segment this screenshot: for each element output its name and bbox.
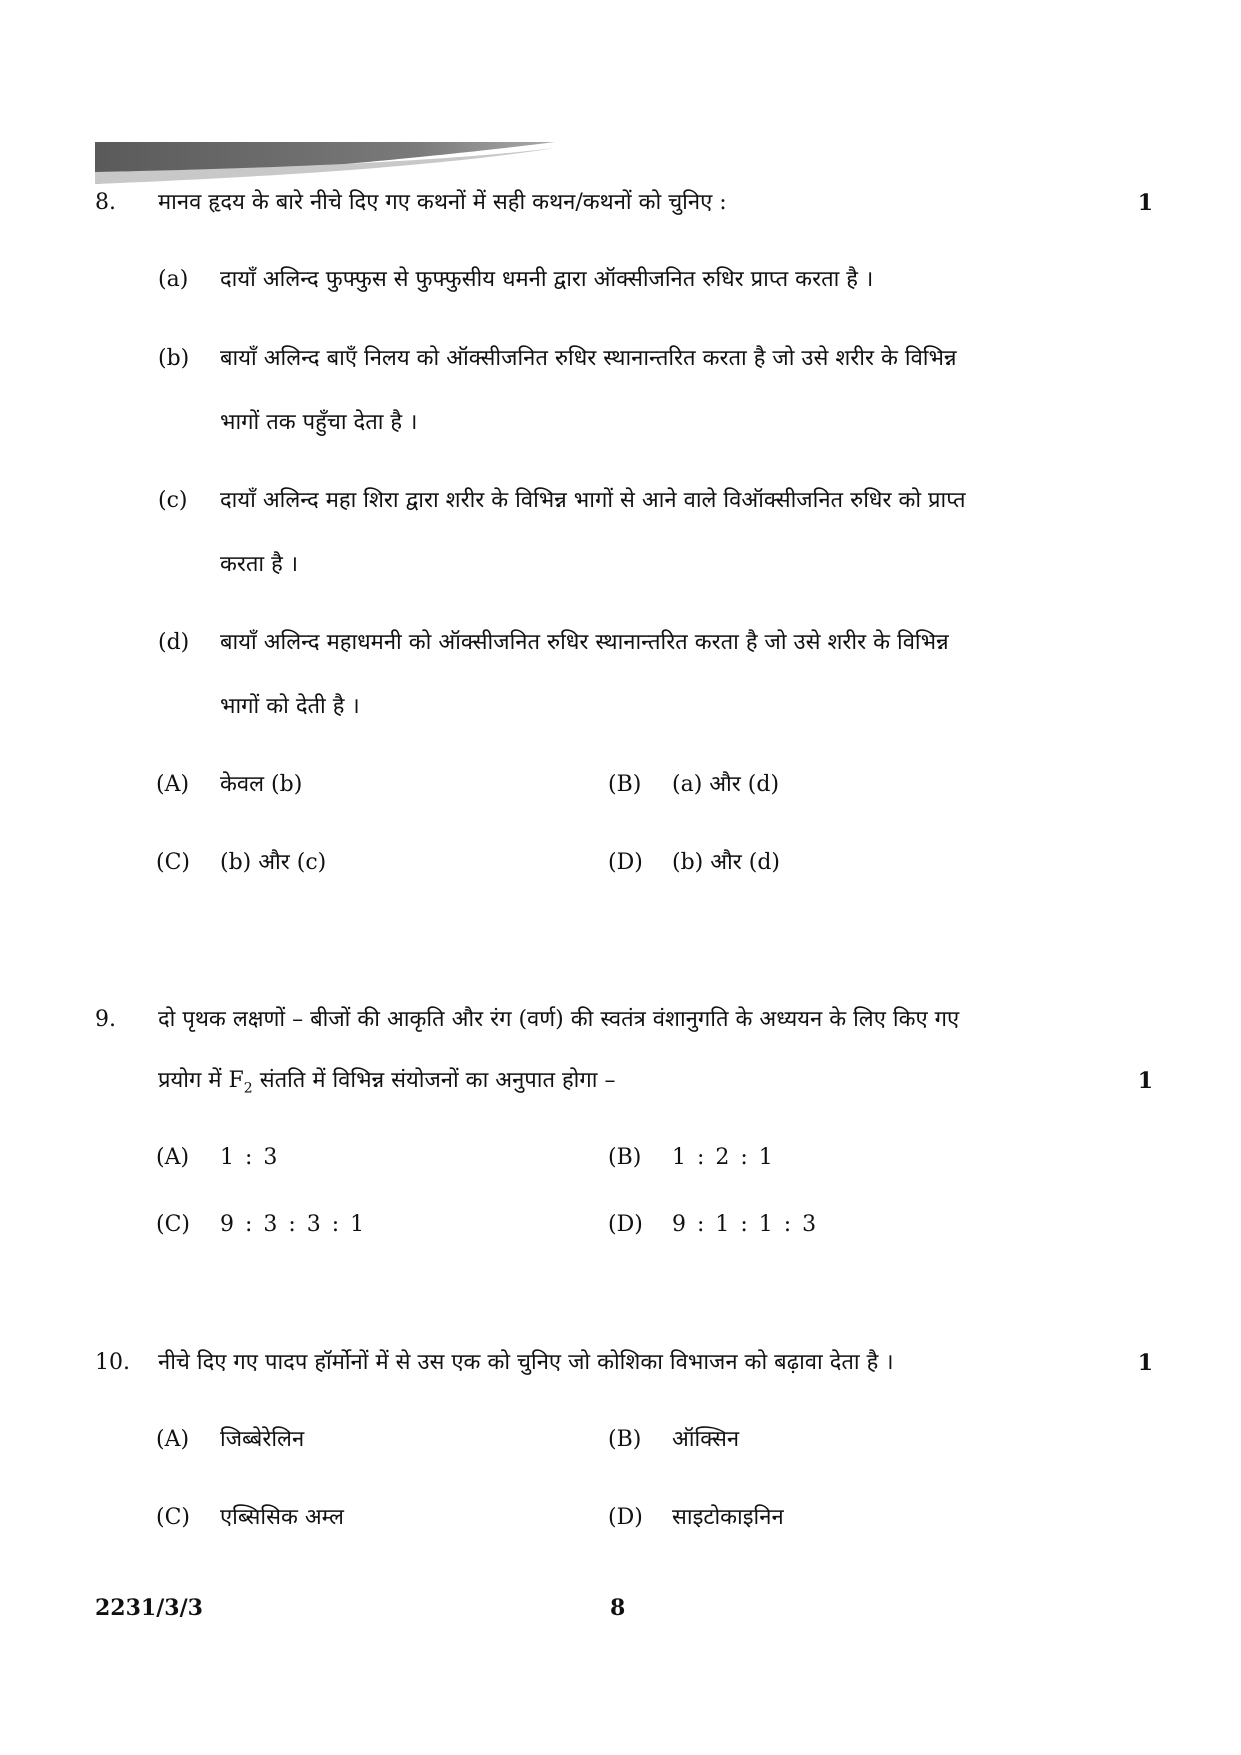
question-mark: 1 xyxy=(1137,1068,1153,1094)
option-label: (A) xyxy=(156,1427,190,1452)
option-text: जिब्बेरेलिन xyxy=(220,1427,305,1452)
option-text: 1 : 2 : 1 xyxy=(672,1145,775,1170)
header-banner xyxy=(95,142,555,184)
option-label: (B) xyxy=(608,772,642,797)
option-label: (D) xyxy=(608,850,643,875)
option-text: 9 : 1 : 1 : 3 xyxy=(672,1212,819,1237)
statement-text: करता है । xyxy=(220,552,299,577)
option-text: (a) और (d) xyxy=(672,772,780,797)
option-label: (A) xyxy=(156,772,190,797)
question-mark: 1 xyxy=(1137,190,1153,216)
question-stem: नीचे दिए गए पादप हॉर्मोनों में से उस एक को चुनिए जो कोशिका विभाजन को बढ़ावा देता है । xyxy=(158,1350,894,1375)
question-number: 9. xyxy=(95,1007,116,1032)
option-text: ऑक्सिन xyxy=(672,1427,740,1452)
option-label: (C) xyxy=(156,1505,190,1530)
option-label: (C) xyxy=(156,850,190,875)
statement-label: (a) xyxy=(158,267,189,292)
statement-text: बायाँ अलिन्द बाएँ निलय को ऑक्सीजनित रुधिर स्थानान्तरित करता है जो उसे शरीर के विभिन्न xyxy=(220,346,957,371)
statement-text: भागों को देती है । xyxy=(220,694,360,719)
statement-text: बायाँ अलिन्द महाधमनी को ऑक्सीजनित रुधिर स्थानान्तरित करता है जो उसे शरीर के विभिन्न xyxy=(220,630,949,655)
option-text: (b) और (d) xyxy=(672,850,780,875)
option-label: (B) xyxy=(608,1145,642,1170)
stem-text: प्रयोग में F xyxy=(158,1068,244,1093)
question-number: 8. xyxy=(95,190,116,215)
stem-text: संतति में विभिन्न संयोजनों का अनुपात होगा – xyxy=(252,1068,616,1093)
statement-text: दायाँ अलिन्द महा शिरा द्वारा शरीर के विभिन्न भागों से आने वाले विऑक्सीजनित रुधिर को प्राप्त xyxy=(220,488,966,513)
option-text: साइटोकाइनिन xyxy=(672,1505,784,1530)
question-stem: दो पृथक लक्षणों – बीजों की आकृति और रंग (वर्ण) की स्वतंत्र वंशानुगति के अध्ययन के लिए किए गए xyxy=(158,1007,960,1032)
paper-code: 2231/3/3 xyxy=(95,1595,203,1621)
option-label: (D) xyxy=(608,1505,643,1530)
option-label: (B) xyxy=(608,1427,642,1452)
subscript: 2 xyxy=(243,1080,253,1097)
option-text: एब्सिसिक अम्ल xyxy=(220,1505,344,1530)
statement-label: (c) xyxy=(158,488,188,513)
question-stem xyxy=(158,1068,615,1097)
option-label: (D) xyxy=(608,1212,643,1237)
option-text: (b) और (c) xyxy=(220,850,327,875)
option-label: (C) xyxy=(156,1212,190,1237)
question-mark: 1 xyxy=(1137,1350,1153,1376)
option-label: (A) xyxy=(156,1145,190,1170)
option-text: 1 : 3 xyxy=(220,1145,280,1170)
question-number: 10. xyxy=(95,1350,130,1375)
question-stem: मानव हृदय के बारे नीचे दिए गए कथनों में सही कथन/कथनों को चुनिए : xyxy=(158,190,727,215)
statement-text: भागों तक पहुँचा देता है । xyxy=(220,410,418,435)
page-number: 8 xyxy=(610,1595,626,1621)
statement-text: दायाँ अलिन्द फुफ्फुस से फुफ्फुसीय धमनी द्वारा ऑक्सीजनित रुधिर प्राप्त करता है । xyxy=(220,267,874,292)
statement-label: (b) xyxy=(158,346,190,371)
statement-label: (d) xyxy=(158,630,190,655)
option-text: 9 : 3 : 3 : 1 xyxy=(220,1212,367,1237)
option-text: केवल (b) xyxy=(220,772,303,797)
